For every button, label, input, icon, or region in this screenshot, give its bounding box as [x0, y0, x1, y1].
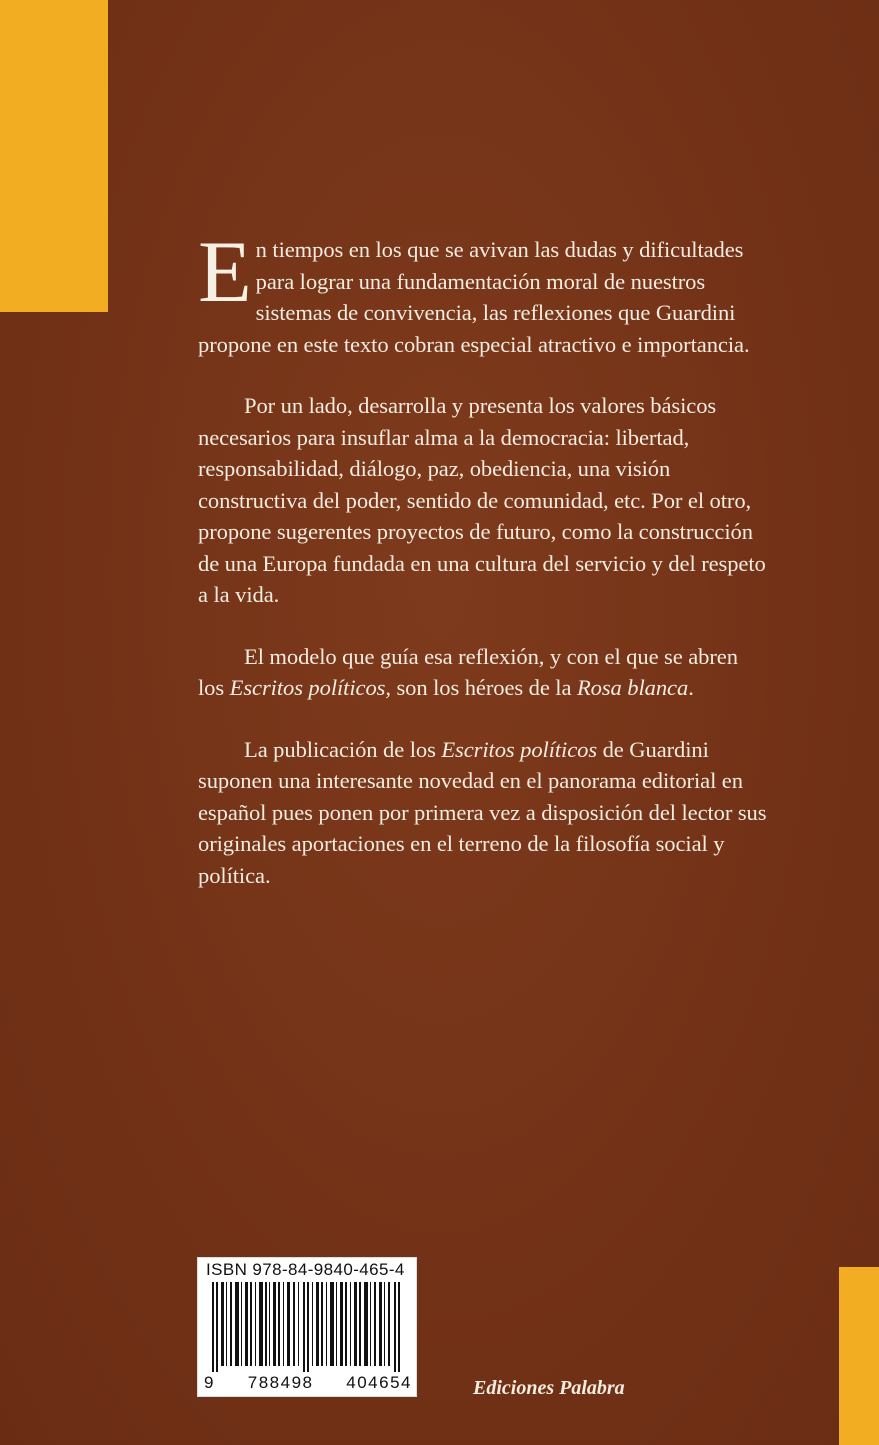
text-run: son los héroes de la: [390, 675, 577, 700]
book-title-italic: Escritos políticos: [441, 736, 598, 762]
text-run: de Guardini suponen una interesante novedad en el panorama editorial en español pues ponen por primera vez a disposición del lector sus originales aportaciones en el terreno de la filosofía social y política.: [198, 736, 767, 888]
drop-cap: E: [198, 224, 252, 321]
accent-stripe-right: [839, 1267, 879, 1445]
text-run: .: [688, 675, 694, 700]
publisher-name: Ediciones Palabra: [473, 1377, 625, 1399]
paragraph-intro: [198, 224, 768, 360]
text-run: El modelo que guía esa reflexión, y con el que se abren los: [198, 643, 738, 700]
paragraph-publication: [198, 734, 768, 892]
accent-stripe-left: [0, 0, 108, 312]
paragraph-values: Por un lado, desarrolla y presenta los valores básicos necesarios para insuflar alma a la democracia: libertad, responsabilidad, diálogo, paz, obediencia, una visión constructiva del poder, sentido de comunidad, etc. Por el otro, propone sugerentes proyectos de futuro, como la construcción de una Europa fundada en una cultura del servicio y del respeto a la vida.: [198, 393, 766, 607]
book-title-italic: Escritos políticos,: [229, 675, 391, 700]
barcode-icon: [206, 1282, 410, 1372]
barcode-digit-first: 9: [204, 1373, 215, 1392]
blurb-text: [198, 224, 768, 921]
paragraph-model: [198, 641, 768, 704]
barcode-digits-left: 788498: [247, 1373, 314, 1392]
barcode-digits: [204, 1373, 412, 1393]
intro-line1: n tiempos en los que se avivan las dudas y: [255, 237, 634, 262]
isbn-number: ISBN 978-84-9840-465-4: [206, 1260, 405, 1279]
isbn-barcode-label: [197, 1257, 417, 1397]
text-run: La publicación de los: [244, 736, 442, 762]
barcode-digits-right: 404654: [346, 1373, 412, 1392]
group-name-italic: Rosa blanca: [576, 675, 689, 700]
intro-rest: dificultades para lograr una fundamentación moral de nuestros sistemas de convivencia, las reflexiones que Guardini propone en este texto cobran especial atractivo e importancia.: [198, 237, 750, 357]
